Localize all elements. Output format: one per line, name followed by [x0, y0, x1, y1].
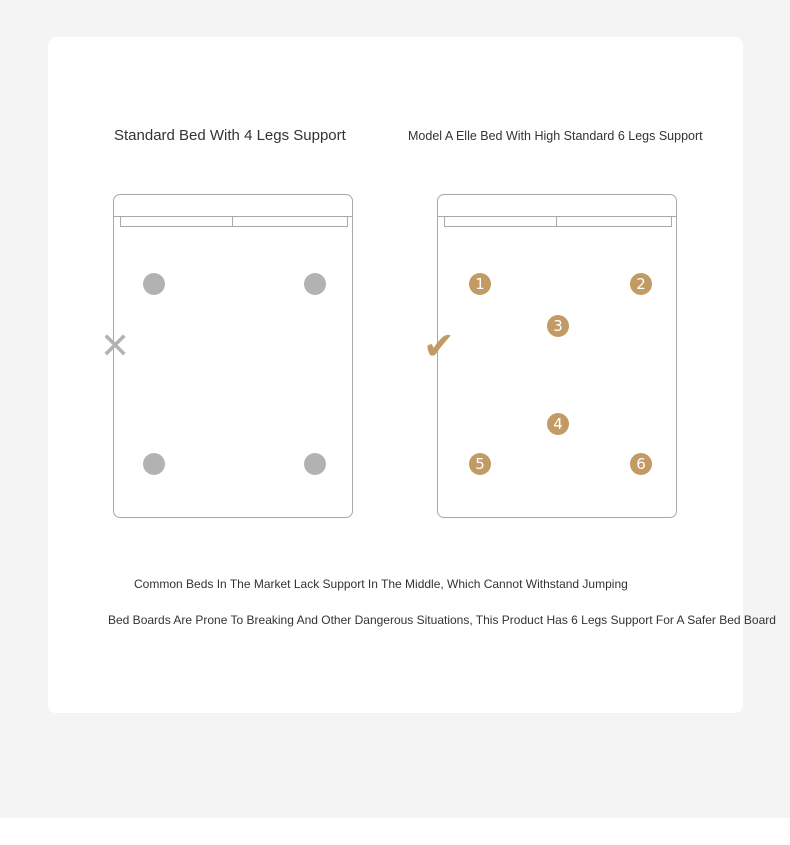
- pillow-right: [232, 217, 348, 227]
- leg-dot: [304, 273, 326, 295]
- leg-dot: [143, 453, 165, 475]
- cross-icon: ✕: [100, 326, 131, 367]
- leg-badge-1: 1: [469, 273, 491, 295]
- description-line-1: Common Beds In The Market Lack Support In The Middle, Which Cannot Withstand Jumping: [134, 577, 628, 591]
- headboard: [438, 195, 676, 217]
- standard-bed-diagram: [113, 194, 353, 518]
- pillow-left: [444, 217, 557, 227]
- check-icon: ✔: [423, 324, 455, 368]
- pillow-left: [120, 217, 233, 227]
- description-line-2: Bed Boards Are Prone To Breaking And Other Dangerous Situations, This Product Has 6 Legs Support For A Safer Bed Board: [108, 613, 776, 627]
- leg-dot: [143, 273, 165, 295]
- model-bed-diagram: [437, 194, 677, 518]
- standard-bed-title: Standard Bed With 4 Legs Support: [114, 127, 346, 144]
- headboard: [114, 195, 352, 217]
- leg-dot: [304, 453, 326, 475]
- leg-badge-2: 2: [630, 273, 652, 295]
- leg-badge-5: 5: [469, 453, 491, 475]
- leg-badge-6: 6: [630, 453, 652, 475]
- leg-badge-3: 3: [547, 315, 569, 337]
- leg-badge-4: 4: [547, 413, 569, 435]
- model-bed-title: Model A Elle Bed With High Standard 6 Legs Support: [408, 129, 703, 143]
- pillow-right: [556, 217, 672, 227]
